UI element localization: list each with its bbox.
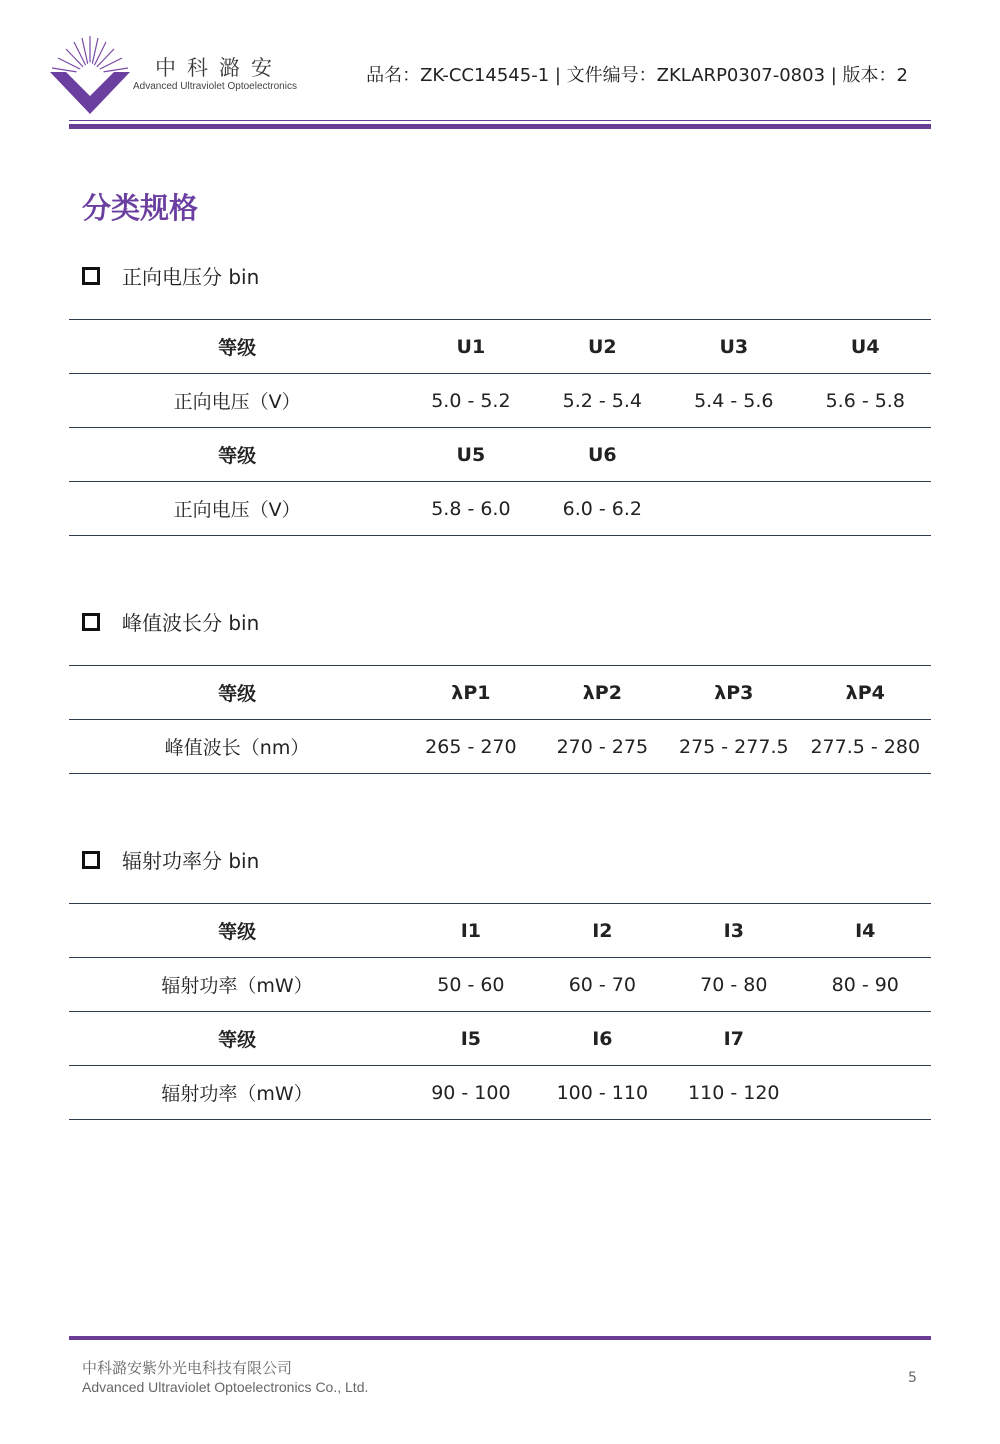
table-cell: 265 - 270 xyxy=(405,720,536,774)
table-row xyxy=(69,1066,931,1120)
table-row xyxy=(69,958,931,1012)
table-cell xyxy=(800,482,931,536)
company-logo xyxy=(48,32,132,116)
table-row xyxy=(69,374,931,428)
table-cell: I5 xyxy=(405,1012,536,1066)
footer-company-en: Advanced Ultraviolet Optoelectronics Co., Ltd. xyxy=(82,1379,369,1395)
table-cell: 5.6 - 5.8 xyxy=(800,374,931,428)
table-cell: 90 - 100 xyxy=(405,1066,536,1120)
voltage-bin-table xyxy=(69,319,931,536)
table-cell xyxy=(668,482,799,536)
table-cell: 等级 xyxy=(69,904,405,958)
power-bin-heading xyxy=(82,845,259,874)
table-cell: 60 - 70 xyxy=(537,958,668,1012)
table-cell: 等级 xyxy=(69,320,405,374)
table-cell: λP3 xyxy=(668,666,799,720)
table-cell: 277.5 - 280 xyxy=(800,720,931,774)
table-cell: λP4 xyxy=(800,666,931,720)
table-cell: I2 xyxy=(537,904,668,958)
logo-chinese-name: 中科潞安 xyxy=(155,56,283,80)
table-row xyxy=(69,720,931,774)
table-cell: 100 - 110 xyxy=(537,1066,668,1120)
table-row xyxy=(69,904,931,958)
table-cell: 275 - 277.5 xyxy=(668,720,799,774)
table-cell: I1 xyxy=(405,904,536,958)
checkbox-square-icon xyxy=(82,267,100,285)
table-cell: I4 xyxy=(800,904,931,958)
table-cell: 50 - 60 xyxy=(405,958,536,1012)
table-cell: U2 xyxy=(537,320,668,374)
table-cell: 6.0 - 6.2 xyxy=(537,482,668,536)
footer-rule xyxy=(69,1336,931,1340)
table-cell: 峰值波长（nm） xyxy=(69,720,405,774)
power-bin-title: 辐射功率分 bin xyxy=(122,849,260,873)
table-cell xyxy=(800,428,931,482)
table-cell: I3 xyxy=(668,904,799,958)
logo-english-name: Advanced Ultraviolet Optoelectronics xyxy=(133,81,297,92)
table-cell: 5.8 - 6.0 xyxy=(405,482,536,536)
table-cell: 等级 xyxy=(69,666,405,720)
table-row xyxy=(69,428,931,482)
table-cell: U1 xyxy=(405,320,536,374)
power-bin-table xyxy=(69,903,931,1120)
table-cell xyxy=(800,1066,931,1120)
page-header xyxy=(0,0,1000,135)
wavelength-bin-table xyxy=(69,665,931,774)
table-cell: 80 - 90 xyxy=(800,958,931,1012)
section-title: 分类规格 xyxy=(82,191,199,225)
table-cell: 辐射功率（mW） xyxy=(69,958,405,1012)
wavelength-bin-title: 峰值波长分 bin xyxy=(122,611,260,635)
voltage-bin-heading xyxy=(82,261,259,290)
table-cell: 5.2 - 5.4 xyxy=(537,374,668,428)
table-cell xyxy=(800,1012,931,1066)
table-cell: 270 - 275 xyxy=(537,720,668,774)
checkbox-square-icon xyxy=(82,613,100,631)
table-cell: U6 xyxy=(537,428,668,482)
table-cell: 5.0 - 5.2 xyxy=(405,374,536,428)
table-row xyxy=(69,320,931,374)
table-cell xyxy=(668,428,799,482)
table-cell: U3 xyxy=(668,320,799,374)
table-cell: I6 xyxy=(537,1012,668,1066)
table-row xyxy=(69,482,931,536)
table-cell: λP1 xyxy=(405,666,536,720)
page-number: 5 xyxy=(908,1370,917,1386)
table-cell: 正向电压（V） xyxy=(69,374,405,428)
table-cell: U4 xyxy=(800,320,931,374)
table-cell: 5.4 - 5.6 xyxy=(668,374,799,428)
table-cell: 等级 xyxy=(69,428,405,482)
header-rule-thin xyxy=(69,120,931,121)
table-cell: I7 xyxy=(668,1012,799,1066)
table-cell: 正向电压（V） xyxy=(69,482,405,536)
table-cell: 110 - 120 xyxy=(668,1066,799,1120)
table-cell: 70 - 80 xyxy=(668,958,799,1012)
table-row xyxy=(69,1012,931,1066)
document-info: 品名：ZK-CC14545-1 | 文件编号：ZKLARP0307-0803 | 版本：2 xyxy=(366,65,908,86)
table-cell: 等级 xyxy=(69,1012,405,1066)
footer-company-cn: 中科潞安紫外光电科技有限公司 xyxy=(82,1359,293,1377)
header-rule-thick xyxy=(69,124,931,129)
table-row xyxy=(69,666,931,720)
table-cell: λP2 xyxy=(537,666,668,720)
table-cell: U5 xyxy=(405,428,536,482)
voltage-bin-title: 正向电压分 bin xyxy=(122,265,260,289)
checkbox-square-icon xyxy=(82,851,100,869)
wavelength-bin-heading xyxy=(82,607,259,636)
table-cell: 辐射功率（mW） xyxy=(69,1066,405,1120)
